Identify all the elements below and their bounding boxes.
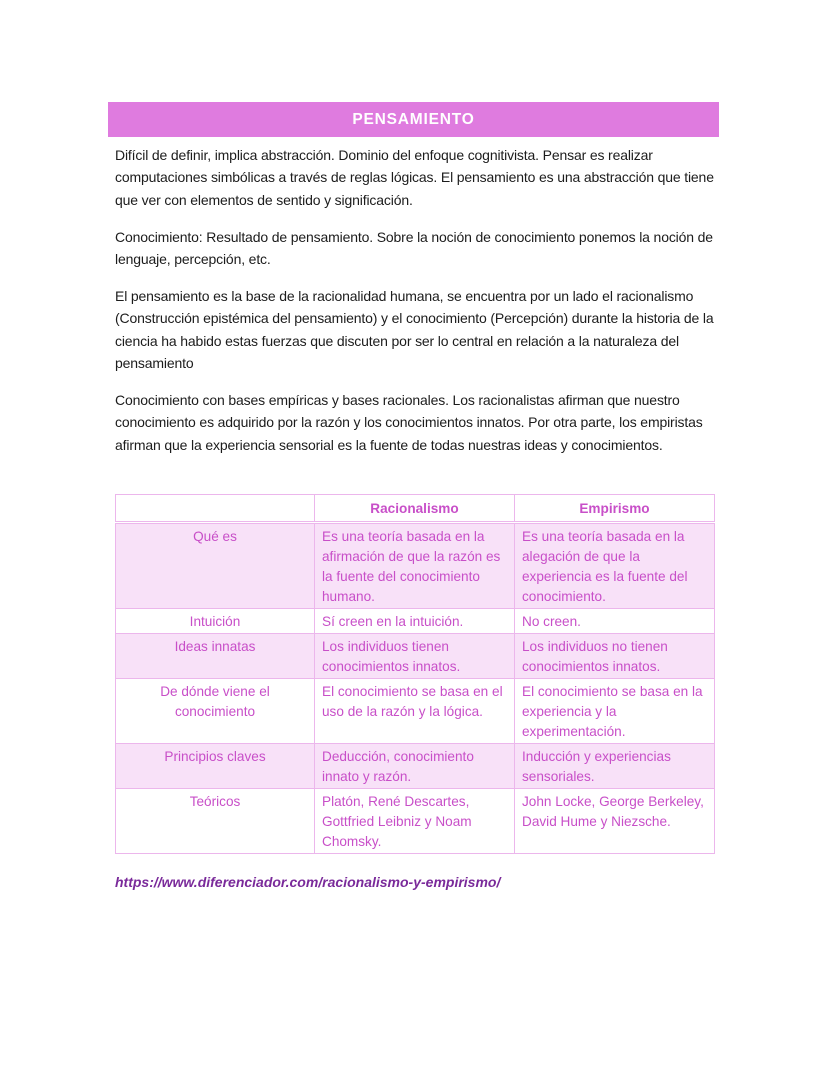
row-label: Intuición <box>116 609 315 634</box>
cell-empirismo: Es una teoría basada en la alegación de que la experiencia es la fuente del conocimiento. <box>515 523 715 609</box>
cell-empirismo: Los individuos no tienen conocimientos innatos. <box>515 634 715 679</box>
cell-racionalismo: Deducción, conocimiento innato y razón. <box>315 744 515 789</box>
row-label: De dónde viene el conocimiento <box>116 679 315 744</box>
paragraph-conocimiento: Conocimiento: Resultado de pensamiento. Sobre la noción de conocimiento ponemos la noción de lenguaje, percepción, etc. <box>115 229 713 268</box>
table-row <box>116 744 715 789</box>
table-row <box>116 679 715 744</box>
header-cell-empirismo: Empirismo <box>515 495 715 523</box>
header-cell-empty <box>116 495 315 523</box>
comparison-table <box>115 494 715 854</box>
row-label: Teóricos <box>116 789 315 854</box>
table-header-row <box>116 495 715 523</box>
cell-racionalismo: El conocimiento se basa en el uso de la razón y la lógica. <box>315 679 515 744</box>
cell-racionalismo: Sí creen en la intuición. <box>315 609 515 634</box>
cell-empirismo: El conocimiento se basa en la experiencia y la experimentación. <box>515 679 715 744</box>
source-link[interactable]: https://www.diferenciador.com/racionalismo-y-empirismo/ <box>115 874 501 890</box>
paragraph-definition: Difícil de definir, implica abstracción. Dominio del enfoque cognitivista. Pensar es realizar computaciones simbólicas a través de reglas lógicas. El pensamiento es una abstracción que tiene que ver con elementos de sentido y significación. <box>115 147 714 208</box>
table-row <box>116 789 715 854</box>
cell-racionalismo: Platón, René Descartes, Gottfried Leibniz y Noam Chomsky. <box>315 789 515 854</box>
cell-racionalismo: Los individuos tienen conocimientos innatos. <box>315 634 515 679</box>
table-row <box>116 523 715 609</box>
row-label: Ideas innatas <box>116 634 315 679</box>
cell-empirismo: No creen. <box>515 609 715 634</box>
cell-empirismo: John Locke, George Berkeley, David Hume y Niezsche. <box>515 789 715 854</box>
row-label: Principios claves <box>116 744 315 789</box>
table-row <box>116 609 715 634</box>
cell-racionalismo: Es una teoría basada en la afirmación de que la razón es la fuente del conocimiento humano. <box>315 523 515 609</box>
table-row <box>116 634 715 679</box>
row-label: Qué es <box>116 523 315 609</box>
header-cell-racionalismo: Racionalismo <box>315 495 515 523</box>
section-title-bar <box>108 102 719 137</box>
section-title: PENSAMIENTO <box>352 110 475 128</box>
cell-empirismo: Inducción y experiencias sensoriales. <box>515 744 715 789</box>
paragraph-bases: Conocimiento con bases empíricas y bases racionales. Los racionalistas afirman que nuestro conocimiento es adquirido por la razón y los conocimientos innatos. Por otra parte, los empiristas afirman que la experiencia sensorial es la fuente de todas nuestras ideas y conocimientos. <box>115 392 703 453</box>
paragraph-racionalidad: El pensamiento es la base de la racionalidad humana, se encuentra por un lado el racionalismo (Construcción epistémica del pensamiento) y el conocimiento (Percepción) durante la historia de la ciencia ha habido estas fuerzas que discuten por ser lo central en relación a la naturaleza del pensamiento <box>115 288 714 371</box>
